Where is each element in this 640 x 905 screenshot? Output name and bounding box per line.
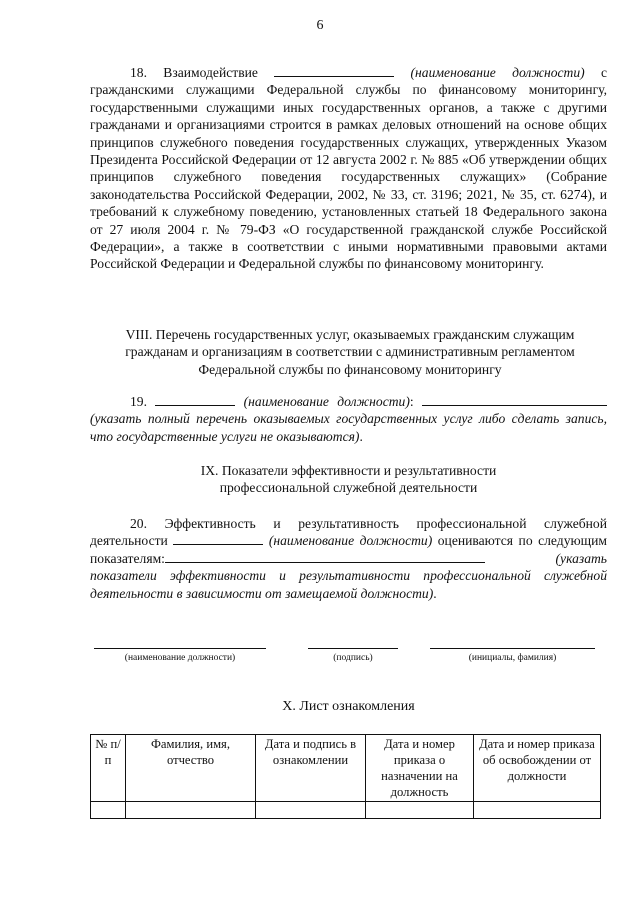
paragraph-18-text: с гражданскими служащими Федеральной службы по финансовому мониторингу, государственными служащими иных государственных органов, а также с другими гражданами и организациями строится в рамках деловых отношений на основе общих принципов служебного поведения государственных служащих, утвержденных Указом Президента Российской Федерации от 12 августа 2002 г. № 885 «Об утверждении общих принципов служебного поведения государственных служащих» (Собрание законодательства Российской Федерации, 2002, № 33, ст. 3196; 2021, № 35, ст. 6274), и требований к служебному поведению, установленных статьей 18 Федерального закона от 27 июля 2004 г. № 79-ФЗ «О государственной гражданской службе Российской Федерации», а также в соответствии с иными нормативными правовыми актами Российской Федерации и Федеральной службы по финансовому мониторингу. (90, 65, 607, 272)
blank-line (155, 393, 235, 406)
paragraph-20-end: . (433, 585, 437, 601)
table-header-row (91, 735, 601, 802)
paragraph-20-position-placeholder: (наименование должности) (268, 533, 433, 549)
table-header-cell: Дата и номер приказа об освобождении от должности (474, 735, 601, 802)
paragraph-19-position-placeholder: (наименование должности) (243, 394, 410, 409)
section-9-heading-line1: IX. Показатели эффективности и результативности (200, 463, 497, 478)
table-cell (256, 802, 366, 819)
paragraph-18-number: 18. Взаимодействие (130, 65, 275, 80)
section-10-heading: X. Лист ознакомления (282, 699, 415, 714)
paragraph-18 (90, 64, 607, 273)
section-9-heading-line2: профессиональной служебной деятельности (219, 480, 478, 496)
paragraph-19-end: . (359, 428, 363, 444)
paragraph-20 (90, 515, 607, 602)
paragraph-19-number: 19. (130, 394, 156, 409)
page-number: 6 (316, 18, 324, 33)
paragraph-20-lead: 20. Эффективность и результативность профессиональной служебной деятельности (90, 516, 607, 549)
table-header-cell: Фамилия, имя, отчество (126, 735, 256, 802)
paragraph-19-instruction: (указать полный перечень оказываемых государственных услуг либо сделать запись, что государственные услуги не оказываются) (90, 411, 607, 444)
paragraph-20-instruction: (указать показатели эффективности и результативности профессиональной служебной деятельности в зависимости от замещаемой должности) (90, 550, 607, 601)
paragraph-20-mid: оцениваются по следующим показателям: (90, 533, 607, 566)
blank-line (274, 64, 394, 77)
blank-line (422, 393, 607, 406)
paragraph-19-colon: : (409, 394, 414, 409)
table-row (91, 802, 601, 819)
table-cell (366, 802, 474, 819)
section-8-heading: VIII. Перечень государственных услуг, оказываемых гражданским служащим гражданам и организациям в соответствии с административным регламентом Федеральной службы по финансовому мониторингу (125, 327, 575, 377)
signature-sign-caption: (подпись) (308, 648, 398, 663)
table-cell (91, 802, 126, 819)
paragraph-19 (90, 393, 607, 445)
table-cell (126, 802, 256, 819)
signature-name-caption: (инициалы, фамилия) (430, 648, 595, 663)
blank-line (173, 532, 263, 545)
signature-position-caption: (наименование должности) (94, 648, 266, 663)
table-header-cell: Дата и подпись в ознакомлении (256, 735, 366, 802)
acquaintance-table (90, 734, 601, 819)
table-cell (474, 802, 601, 819)
table-header-cell: № п/п (91, 735, 126, 802)
table-header-cell: Дата и номер приказа о назначении на должность (366, 735, 474, 802)
paragraph-18-position-placeholder: (наименование должности) (410, 65, 585, 80)
blank-line (165, 550, 485, 563)
section-9-heading (90, 462, 607, 497)
